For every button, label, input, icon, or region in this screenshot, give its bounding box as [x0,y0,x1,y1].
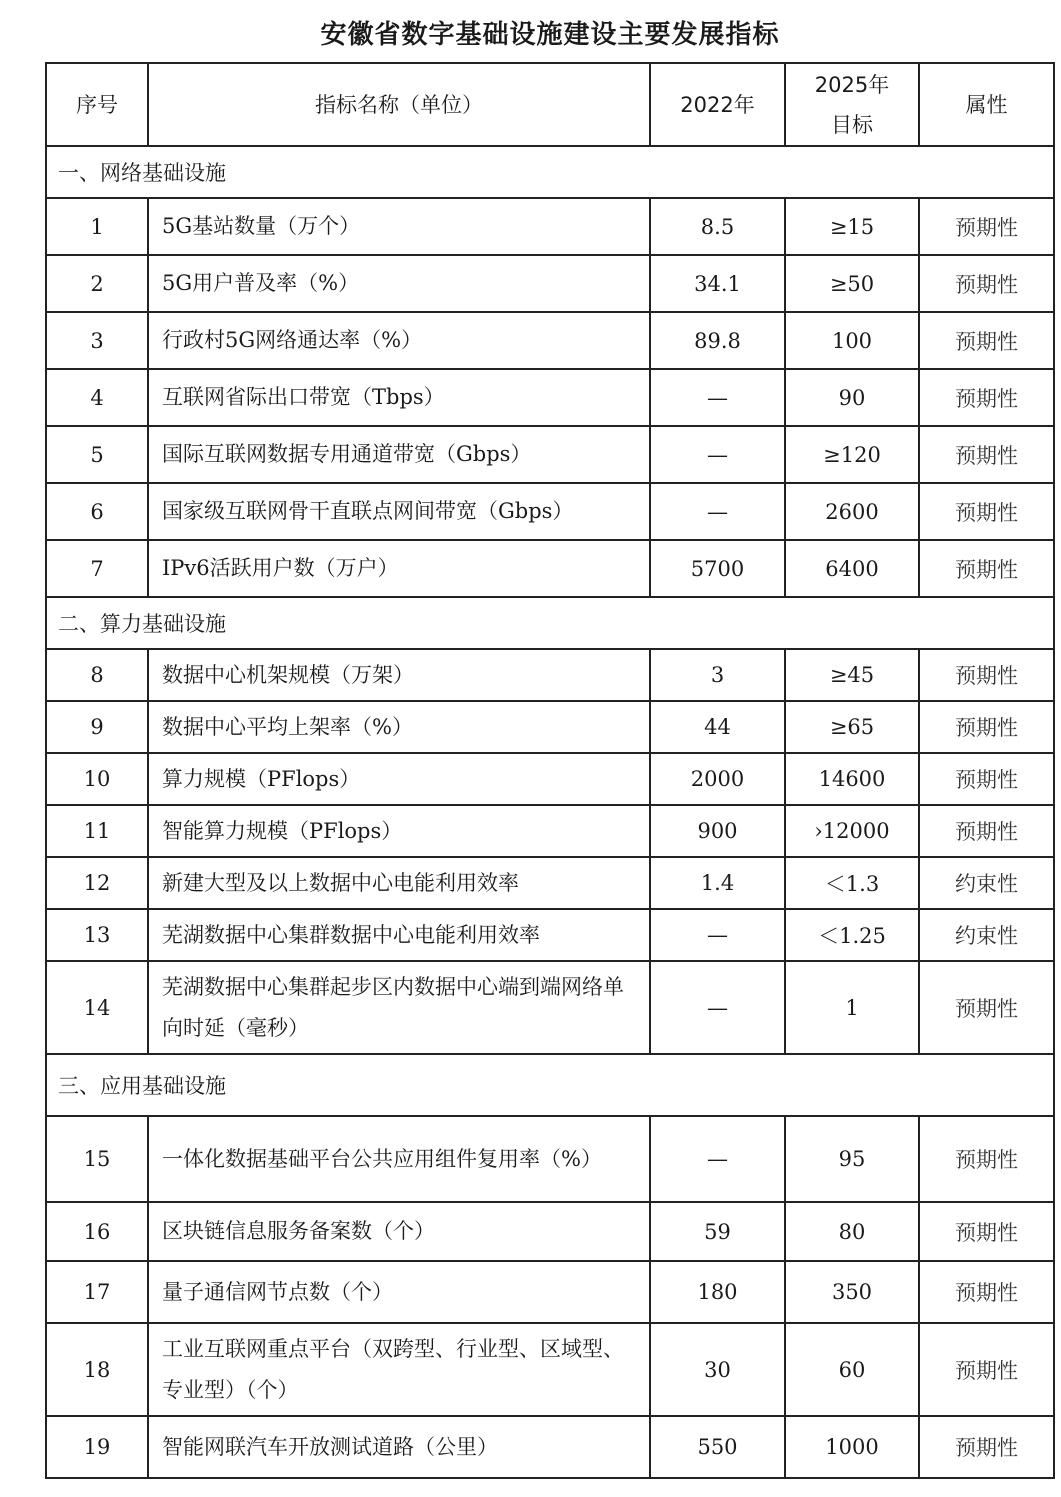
section-row [46,1054,1054,1116]
cell-2022: 3 [650,649,785,701]
section-row [46,146,1054,198]
cell-2022: — [650,1116,785,1202]
header-target-line1: 2025年 [814,72,890,97]
cell-2022: — [650,426,785,483]
cell-name: 5G基站数量（万个） [148,198,650,255]
cell-target: ≥45 [785,649,919,701]
cell-seq: 3 [46,312,148,369]
table-row [46,1416,1054,1478]
header-name: 指标名称（单位） [148,63,650,146]
cell-attr: 预期性 [919,426,1054,483]
table-row [46,1323,1054,1416]
cell-target: ≥65 [785,701,919,753]
cell-seq: 5 [46,426,148,483]
cell-2022: 2000 [650,753,785,805]
cell-attr: 预期性 [919,312,1054,369]
cell-target: 95 [785,1116,919,1202]
cell-name: 国家级互联网骨干直联点网间带宽（Gbps） [148,483,650,540]
header-row [46,63,1054,146]
cell-seq: 1 [46,198,148,255]
cell-attr: 约束性 [919,857,1054,909]
cell-attr: 预期性 [919,255,1054,312]
section-title: 三、应用基础设施 [46,1054,1054,1116]
cell-name: 算力规模（PFlops） [148,753,650,805]
cell-target: 90 [785,369,919,426]
cell-attr: 预期性 [919,649,1054,701]
cell-target: ＜1.3 [785,857,919,909]
table-row [46,255,1054,312]
table-row [46,649,1054,701]
table-row [46,1261,1054,1323]
table-row [46,540,1054,597]
cell-name: 工业互联网重点平台（双跨型、行业型、区域型、专业型）（个） [148,1323,650,1416]
cell-2022: 180 [650,1261,785,1323]
table-row [46,701,1054,753]
cell-seq: 19 [46,1416,148,1478]
cell-2022: 59 [650,1202,785,1261]
section-title: 一、网络基础设施 [46,146,1054,198]
cell-target: 6400 [785,540,919,597]
cell-seq: 11 [46,805,148,857]
cell-target: ≥120 [785,426,919,483]
cell-target: 350 [785,1261,919,1323]
cell-name: 行政村5G网络通达率（%） [148,312,650,369]
cell-seq: 9 [46,701,148,753]
cell-target: 100 [785,312,919,369]
cell-attr: 约束性 [919,909,1054,961]
cell-2022: 5700 [650,540,785,597]
cell-attr: 预期性 [919,1261,1054,1323]
cell-attr: 预期性 [919,1416,1054,1478]
table-row [46,1202,1054,1261]
cell-target: 1000 [785,1416,919,1478]
section-row [46,597,1054,649]
cell-seq: 6 [46,483,148,540]
header-seq: 序号 [46,63,148,146]
cell-target: 1 [785,961,919,1054]
table-row [46,483,1054,540]
cell-target: 80 [785,1202,919,1261]
table-row [46,857,1054,909]
cell-attr: 预期性 [919,1202,1054,1261]
cell-2022: 8.5 [650,198,785,255]
cell-target: 2600 [785,483,919,540]
cell-2022: 900 [650,805,785,857]
cell-target: ≥50 [785,255,919,312]
cell-attr: 预期性 [919,701,1054,753]
cell-2022: 89.8 [650,312,785,369]
cell-target: 60 [785,1323,919,1416]
cell-name: 智能网联汽车开放测试道路（公里） [148,1416,650,1478]
cell-name: 5G用户普及率（%） [148,255,650,312]
cell-seq: 7 [46,540,148,597]
cell-seq: 2 [46,255,148,312]
table-row [46,198,1054,255]
table-row [46,1116,1054,1202]
cell-attr: 预期性 [919,1323,1054,1416]
cell-2022: 30 [650,1323,785,1416]
cell-name: 互联网省际出口带宽（Tbps） [148,369,650,426]
header-2022: 2022年 [650,63,785,146]
cell-name: 区块链信息服务备案数（个） [148,1202,650,1261]
cell-name: 新建大型及以上数据中心电能利用效率 [148,857,650,909]
cell-attr: 预期性 [919,753,1054,805]
section-title: 二、算力基础设施 [46,597,1054,649]
cell-seq: 17 [46,1261,148,1323]
header-attr: 属性 [919,63,1054,146]
cell-seq: 4 [46,369,148,426]
cell-attr: 预期性 [919,1116,1054,1202]
cell-attr: 预期性 [919,805,1054,857]
table-row [46,961,1054,1054]
cell-name: 量子通信网节点数（个） [148,1261,650,1323]
cell-name: 数据中心平均上架率（%） [148,701,650,753]
cell-name: 芜湖数据中心集群起步区内数据中心端到端网络单向时延（毫秒） [148,961,650,1054]
cell-name: 数据中心机架规模（万架） [148,649,650,701]
header-target [785,63,919,146]
header-target-line2: 目标 [831,112,873,137]
table-row [46,805,1054,857]
cell-2022: — [650,369,785,426]
cell-name: 智能算力规模（PFlops） [148,805,650,857]
cell-seq: 10 [46,753,148,805]
cell-2022: 34.1 [650,255,785,312]
table-row [46,369,1054,426]
cell-attr: 预期性 [919,369,1054,426]
cell-target: 14600 [785,753,919,805]
table-row [46,753,1054,805]
cell-name: IPv6活跃用户数（万户） [148,540,650,597]
page-title: 安徽省数字基础设施建设主要发展指标 [320,20,780,50]
cell-seq: 8 [46,649,148,701]
cell-attr: 预期性 [919,961,1054,1054]
cell-2022: 1.4 [650,857,785,909]
cell-target: ›12000 [785,805,919,857]
cell-seq: 18 [46,1323,148,1416]
table-row [46,909,1054,961]
cell-name: 国际互联网数据专用通道带宽（Gbps） [148,426,650,483]
cell-attr: 预期性 [919,540,1054,597]
indicator-table [45,62,1055,1479]
cell-2022: — [650,909,785,961]
cell-seq: 16 [46,1202,148,1261]
cell-target: ≥15 [785,198,919,255]
cell-2022: — [650,961,785,1054]
cell-target: ＜1.25 [785,909,919,961]
cell-name: 芜湖数据中心集群数据中心电能利用效率 [148,909,650,961]
cell-name: 一体化数据基础平台公共应用组件复用率（%） [148,1116,650,1202]
cell-2022: 550 [650,1416,785,1478]
table-row [46,312,1054,369]
cell-2022: 44 [650,701,785,753]
cell-2022: — [650,483,785,540]
table-row [46,426,1054,483]
cell-seq: 12 [46,857,148,909]
cell-seq: 15 [46,1116,148,1202]
cell-seq: 14 [46,961,148,1054]
cell-attr: 预期性 [919,198,1054,255]
cell-attr: 预期性 [919,483,1054,540]
cell-seq: 13 [46,909,148,961]
